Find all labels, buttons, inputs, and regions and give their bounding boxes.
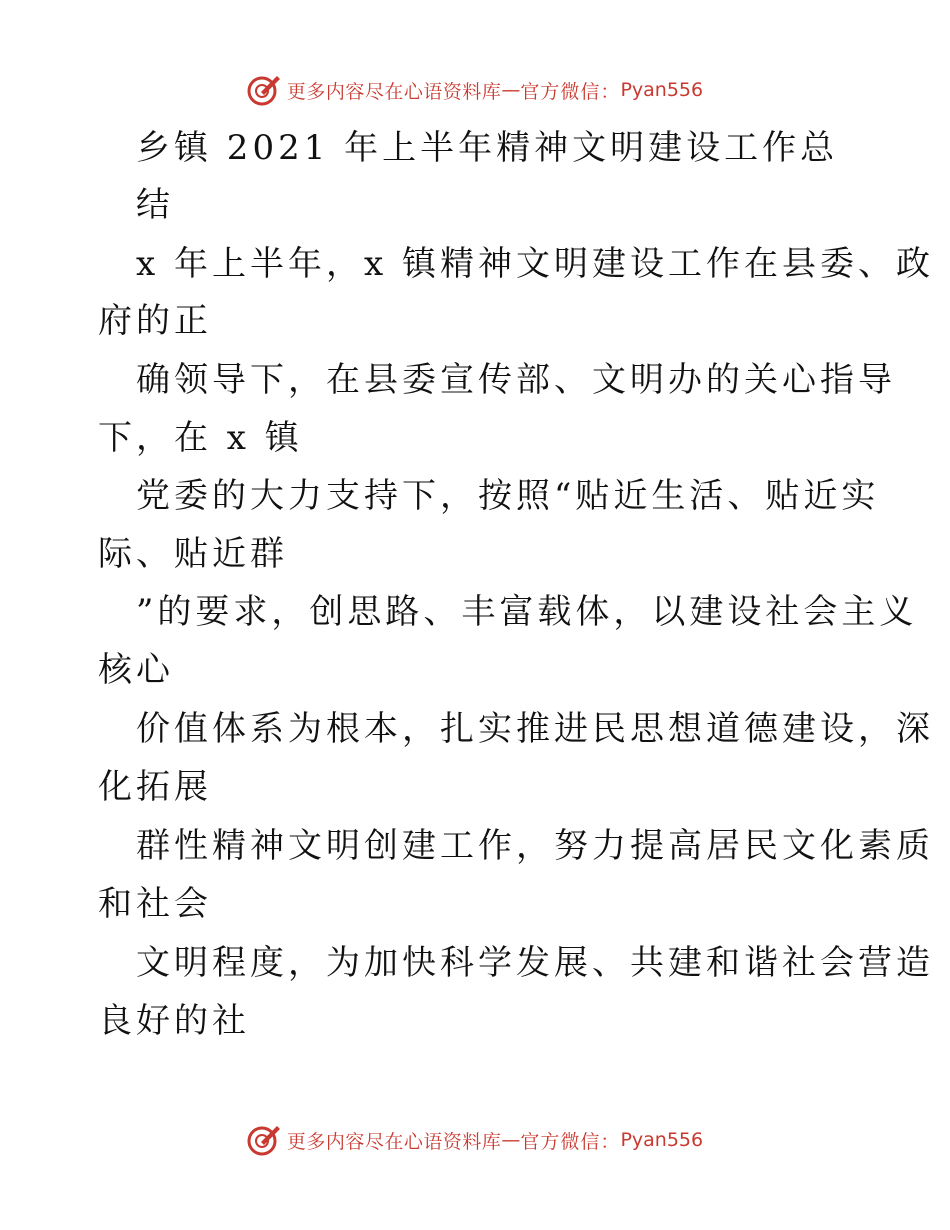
paragraph-line: 文明程度，为加快科学发展、共建和谐社会营造 [136,943,934,983]
watermark-wechat-label: 官方微信： [520,1130,621,1153]
paragraph-line: 化拓展 [98,767,212,807]
watermark-wechat-label: 官方微信： [520,80,621,103]
paragraph-line: 际、贴近群 [98,534,288,574]
paragraph-line: 和社会 [98,884,212,924]
document-title-line-1: 乡镇 2021 年上半年精神文明建设工作总 [136,128,839,168]
watermark-wechat-id: Pyan556 [620,1129,704,1151]
paragraph-line: 党委的大力支持下，按照“贴近生活、贴近实 [136,476,880,516]
watermark-footer [0,1120,950,1160]
paragraph-line: 良好的社 [98,1001,250,1041]
watermark-dash: — [501,79,521,101]
watermark-wechat-id: Pyan556 [620,79,704,101]
watermark-header [0,70,950,110]
paragraph-line: 下，在 x 镇 [98,418,303,458]
paragraph-line: 府的正 [98,301,212,341]
paragraph-line: x 年上半年，x 镇精神文明建设工作在县委、政 [136,244,934,284]
pen-logo-icon [247,72,283,108]
pen-logo-icon [247,1122,283,1158]
watermark-site-text: 更多内容尽在心语资料库 [286,80,502,103]
paragraph-line: 价值体系为根本，扎实推进民思想道德建设，深 [136,709,934,749]
document-title-line-2: 结 [136,185,174,225]
paragraph-line: 群性精神文明创建工作，努力提高居民文化素质 [136,826,934,866]
paragraph-line: 确领导下，在县委宣传部、文明办的关心指导 [136,360,896,400]
paragraph-line: ”的要求，创思路、丰富载体，以建设社会主义 [136,592,918,632]
watermark-site-text: 更多内容尽在心语资料库 [286,1130,502,1153]
watermark-dash: — [501,1129,521,1151]
paragraph-line: 核心 [98,650,174,690]
